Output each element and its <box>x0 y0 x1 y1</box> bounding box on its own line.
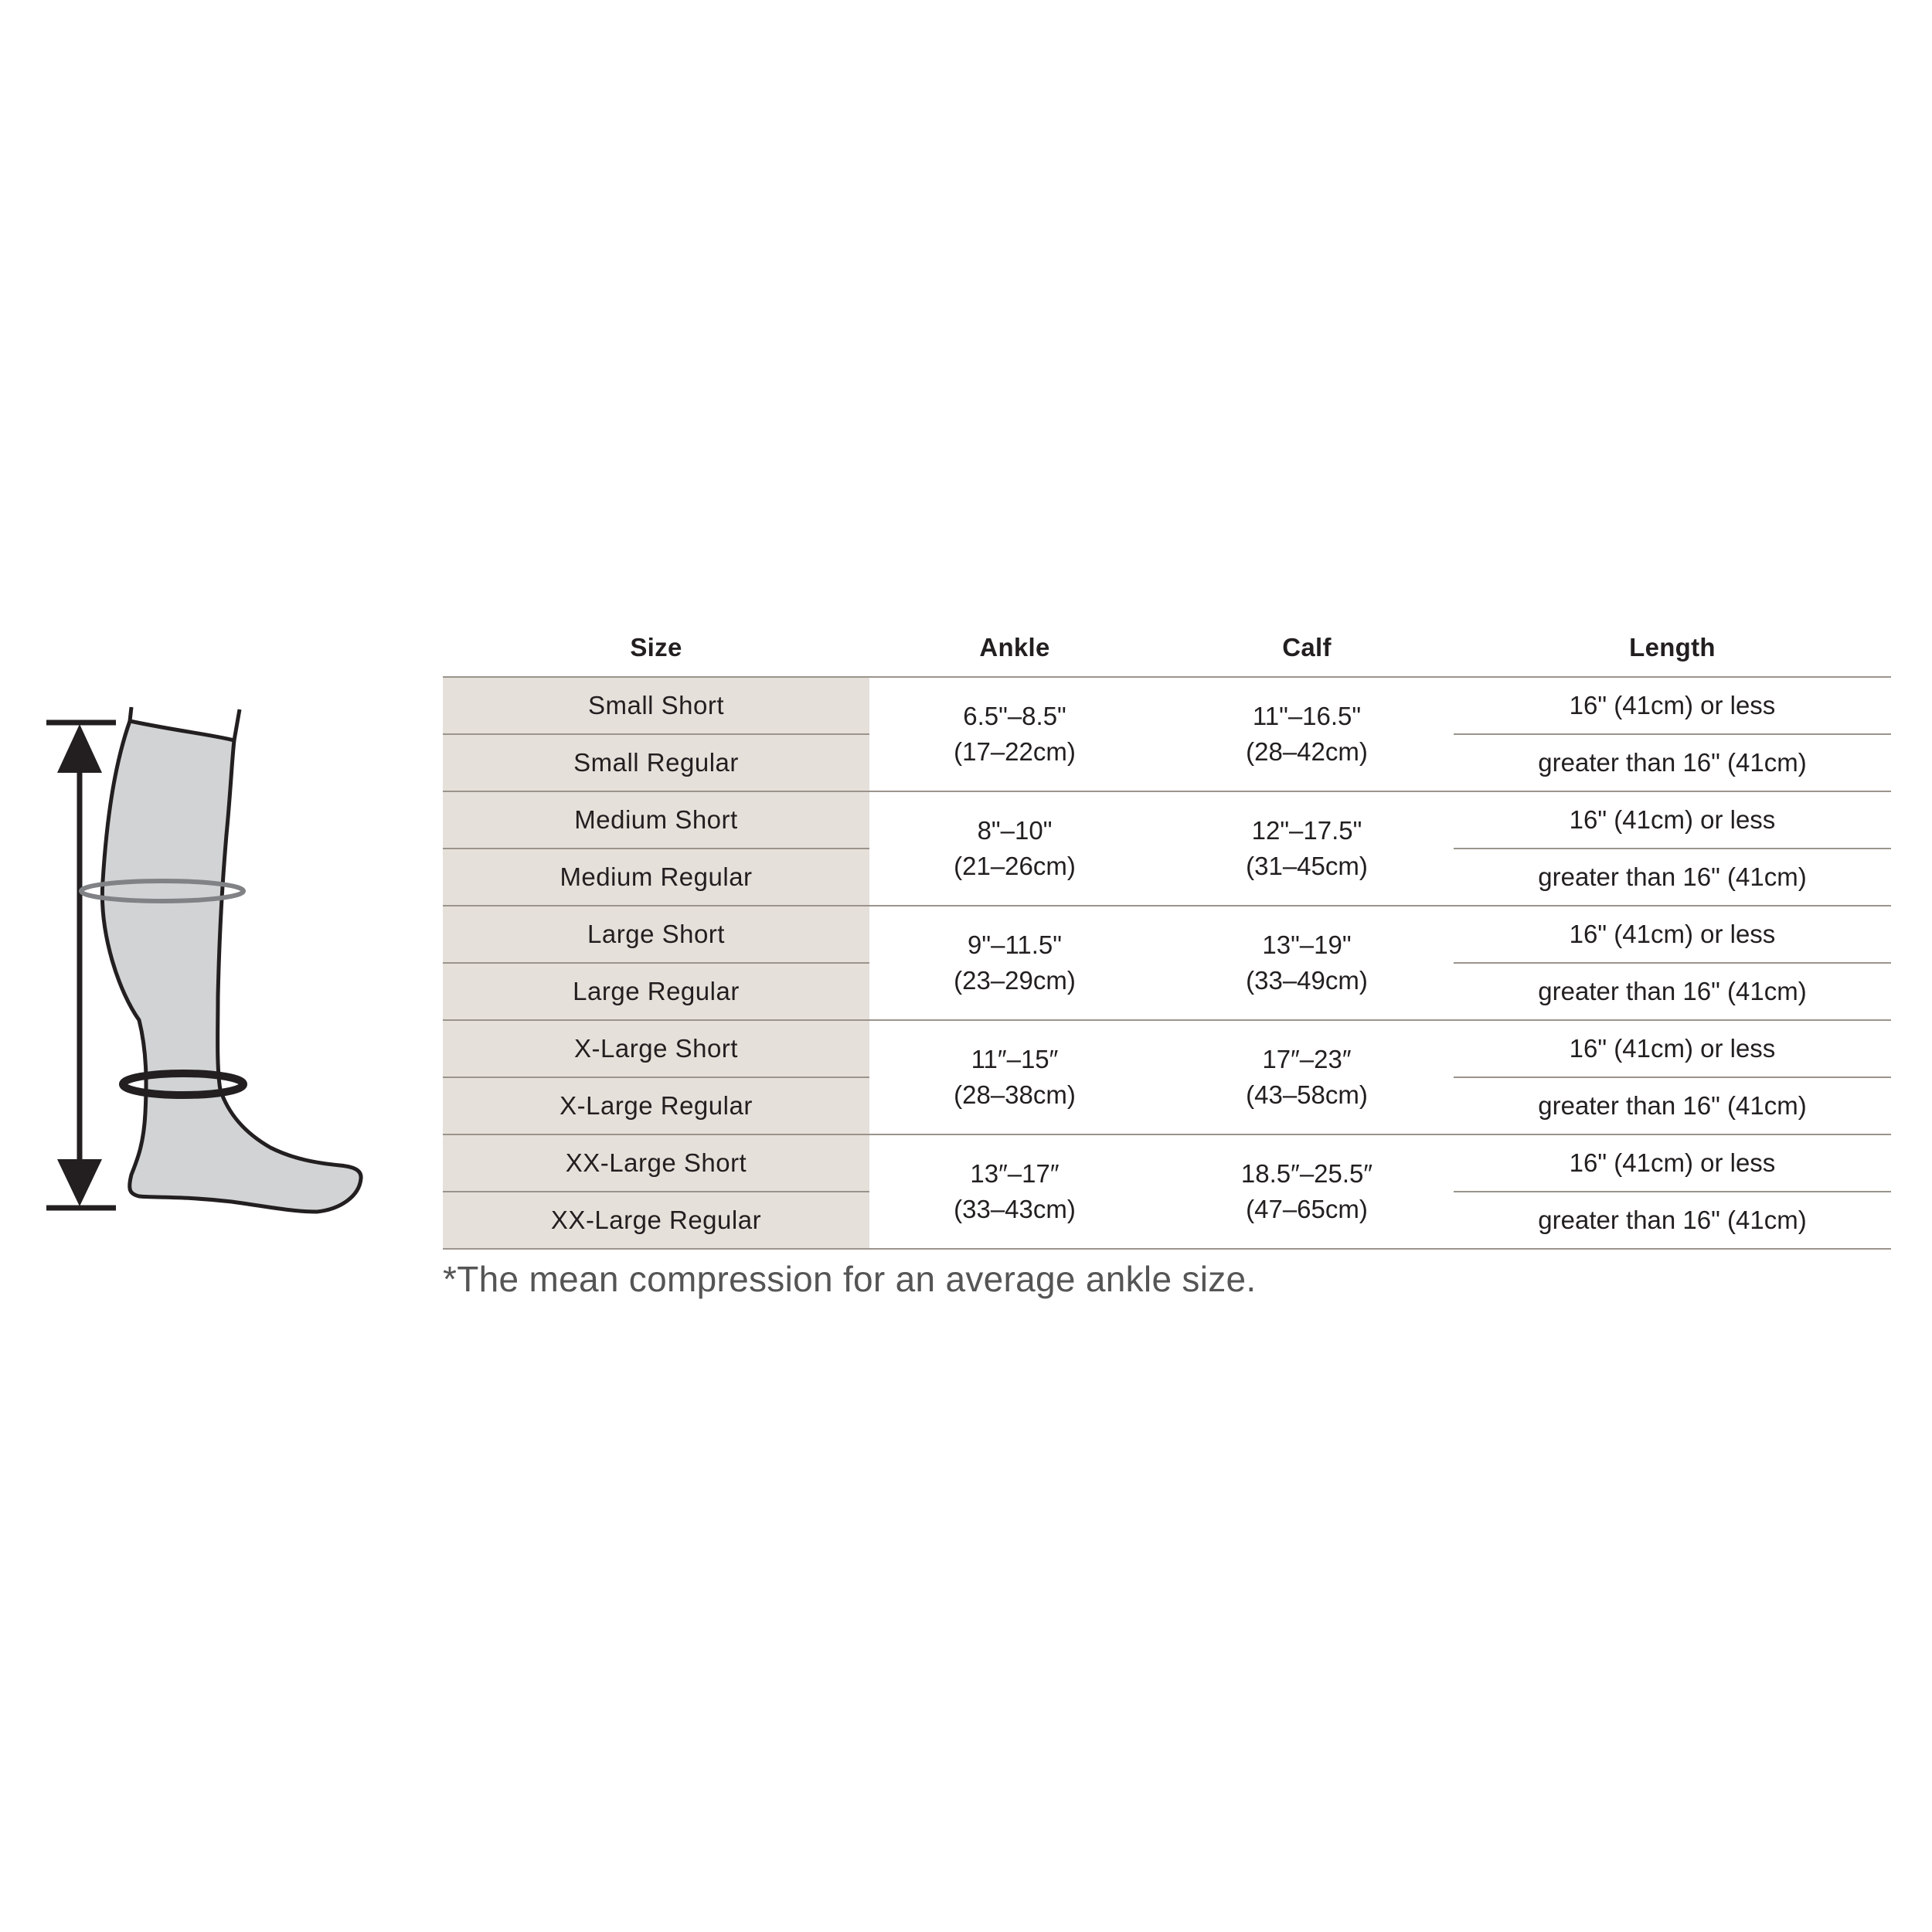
length-cell: 16" (41cm) or less <box>1454 1134 1891 1192</box>
ankle-range-inches: 13″–17″ <box>970 1159 1060 1188</box>
ankle-range-inches: 9"–11.5" <box>968 930 1062 959</box>
size-chart-table <box>443 618 1891 1250</box>
calf-range-inches: 13"–19" <box>1262 930 1352 959</box>
calf-range-cm: (31–45cm) <box>1246 852 1368 880</box>
calf-range-inches: 18.5″–25.5″ <box>1240 1159 1373 1188</box>
leg-measurement-diagram <box>39 696 379 1236</box>
size-cell: XX-Large Short <box>443 1134 869 1192</box>
size-cell: XX-Large Regular <box>443 1192 869 1249</box>
ankle-range-cm: (21–26cm) <box>954 852 1076 880</box>
calf-range-cm: (47–65cm) <box>1246 1195 1368 1223</box>
leg-outline-icon <box>102 707 361 1212</box>
length-cell: 16" (41cm) or less <box>1454 791 1891 849</box>
size-cell: Small Regular <box>443 734 869 791</box>
ankle-range-inches: 6.5"–8.5" <box>963 702 1066 730</box>
table-row <box>443 1020 1891 1077</box>
calf-range-inches: 12"–17.5" <box>1251 816 1362 845</box>
ankle-column-header: Ankle <box>869 618 1160 677</box>
height-arrow-icon <box>46 723 116 1208</box>
ankle-range-cell <box>869 906 1160 1020</box>
calf-range-inches: 17″–23″ <box>1262 1045 1352 1073</box>
size-chart-body <box>443 677 1891 1249</box>
ankle-range-inches: 8"–10" <box>977 816 1053 845</box>
length-cell: greater than 16" (41cm) <box>1454 1077 1891 1134</box>
ankle-range-cm: (28–38cm) <box>954 1080 1076 1109</box>
size-column-header: Size <box>443 618 869 677</box>
calf-column-header: Calf <box>1160 618 1454 677</box>
table-row <box>443 1134 1891 1192</box>
ankle-range-cell <box>869 1134 1160 1249</box>
ankle-range-inches: 11″–15″ <box>971 1045 1059 1073</box>
length-cell: 16" (41cm) or less <box>1454 906 1891 963</box>
length-column-header: Length <box>1454 618 1891 677</box>
ankle-range-cell <box>869 1020 1160 1134</box>
calf-range-inches: 11"–16.5" <box>1252 702 1362 730</box>
calf-range-cm: (33–49cm) <box>1246 966 1368 995</box>
length-cell: greater than 16" (41cm) <box>1454 734 1891 791</box>
calf-range-cell <box>1160 1020 1454 1134</box>
size-chart <box>443 618 1891 1250</box>
calf-range-cell <box>1160 1134 1454 1249</box>
header-row <box>443 618 1891 677</box>
calf-range-cell <box>1160 677 1454 791</box>
ankle-range-cell <box>869 791 1160 906</box>
calf-range-cm: (43–58cm) <box>1246 1080 1368 1109</box>
length-cell: greater than 16" (41cm) <box>1454 849 1891 906</box>
size-cell: Large Short <box>443 906 869 963</box>
ankle-range-cm: (17–22cm) <box>954 737 1076 766</box>
size-cell: Small Short <box>443 677 869 734</box>
length-cell: 16" (41cm) or less <box>1454 1020 1891 1077</box>
size-cell: Large Regular <box>443 963 869 1020</box>
table-row <box>443 677 1891 734</box>
size-cell: Medium Short <box>443 791 869 849</box>
table-row <box>443 906 1891 963</box>
size-cell: X-Large Regular <box>443 1077 869 1134</box>
length-cell: greater than 16" (41cm) <box>1454 1192 1891 1249</box>
calf-range-cell <box>1160 791 1454 906</box>
ankle-range-cm: (33–43cm) <box>954 1195 1076 1223</box>
table-row <box>443 791 1891 849</box>
footnote: *The mean compression for an average ankle size. <box>443 1259 1257 1299</box>
calf-range-cm: (28–42cm) <box>1246 737 1368 766</box>
ankle-range-cm: (23–29cm) <box>954 966 1076 995</box>
ankle-range-cell <box>869 677 1160 791</box>
calf-range-cell <box>1160 906 1454 1020</box>
size-cell: Medium Regular <box>443 849 869 906</box>
length-cell: 16" (41cm) or less <box>1454 677 1891 734</box>
size-cell: X-Large Short <box>443 1020 869 1077</box>
length-cell: greater than 16" (41cm) <box>1454 963 1891 1020</box>
